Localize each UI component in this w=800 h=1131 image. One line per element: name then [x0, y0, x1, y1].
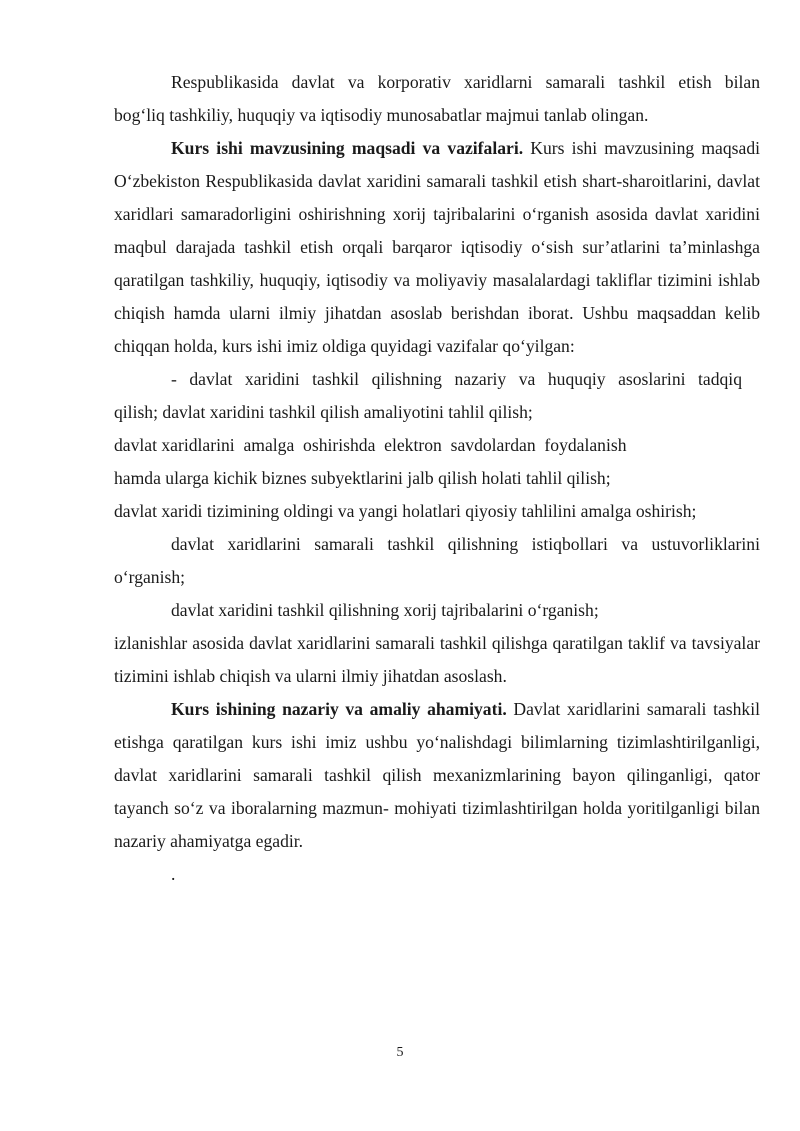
section-heading-significance: Kurs ishining nazariy va amaliy ahamiyati.: [171, 699, 507, 719]
paragraph-goals-text: Kurs ishi mavzusining maqsadi O‘zbekiston Respublikasida davlat xaridini samarali tashkil etish shart-sharoitlarini, davlat xaridlari samaradorligini oshirishning xorij tajribalarini o‘rganish asosida davlat xaridini maqbul darajada tashkil etish orqali barqaror iqtisodiy o‘sish sur’atlarini ta’minlashga qaratilgan tashkiliy, huquqiy, iqtisodiy va moliyaviy masalalardagi takliflar tizimini ishlab chiqish hamda ularni ilmiy jihatdan asoslab berishdan iborat. Ushbu maqsaddan kelib chiqqan holda, kurs ishi imiz oldiga quyidagi vazifalar qo‘yilgan:: [114, 138, 760, 356]
task-item-4: davlat xaridlarini samarali tashkil qilishning istiqbollari va ustuvorliklarini o‘rganish;: [114, 534, 760, 587]
task-item-1: [114, 363, 760, 429]
text-line: davlat xaridi tizimining oldingi va yangi holatlari qiyosiy tahlilini amalga oshirish;: [114, 501, 697, 521]
paragraph-significance: [114, 693, 760, 858]
task-item-3: [114, 495, 760, 528]
task-item-2: [114, 429, 760, 495]
text-line: hamda ularga kichik biznes subyektlarini jalb qilish holati tahlil qilish;: [114, 468, 611, 488]
task-item-5: davlat xaridini tashkil qilishning xorij tajribalarini o‘rganish;: [171, 600, 599, 620]
paragraph-intro: [114, 66, 760, 132]
text-line: - davlat xaridini tashkil qilishning nazariy va huquqiy asoslarini tadqiq: [171, 369, 742, 389]
paragraph-goals: [114, 132, 760, 363]
trailing-dot: .: [171, 864, 176, 884]
text-line: bog‘liq tashkiliy, huquqiy va iqtisodiy munosabatlar majmui tanlab olingan.: [114, 105, 649, 125]
section-heading-goals: Kurs ishi mavzusining maqsadi va vazifalari.: [171, 138, 524, 158]
text-line: Respublikasida davlat va korporativ xaridlarni samarali tashkil etish bilan: [171, 72, 760, 92]
paragraph-significance-text: Davlat xaridlarini samarali tashkil etishga qaratilgan kurs ishi imiz ushbu yo‘nalishdagi bilimlarning tizimlashtirilganligi, davlat xaridlarini samarali tashkil qilish mexanizmlarining bayon qilinganligi, qator tayanch so‘z va iboralarning mazmun- mohiyati tizimlashtirilgan holda yoritilganligi bilan nazariy ahamiyatga egadir.: [114, 699, 760, 851]
text-line: davlat xaridlarini amalga oshirishda elektron savdolardan foydalanish: [114, 435, 627, 455]
page-number: 5: [396, 1045, 404, 1060]
page-body: [114, 66, 760, 891]
text-line: qilish; davlat xaridini tashkil qilish amaliyotini tahlil qilish;: [114, 402, 533, 422]
task-item-6: izlanishlar asosida davlat xaridlarini samarali tashkil qilishga qaratilgan taklif va tavsiyalar tizimini ishlab chiqish va ularni ilmiy jihatdan asoslash.: [114, 633, 760, 686]
